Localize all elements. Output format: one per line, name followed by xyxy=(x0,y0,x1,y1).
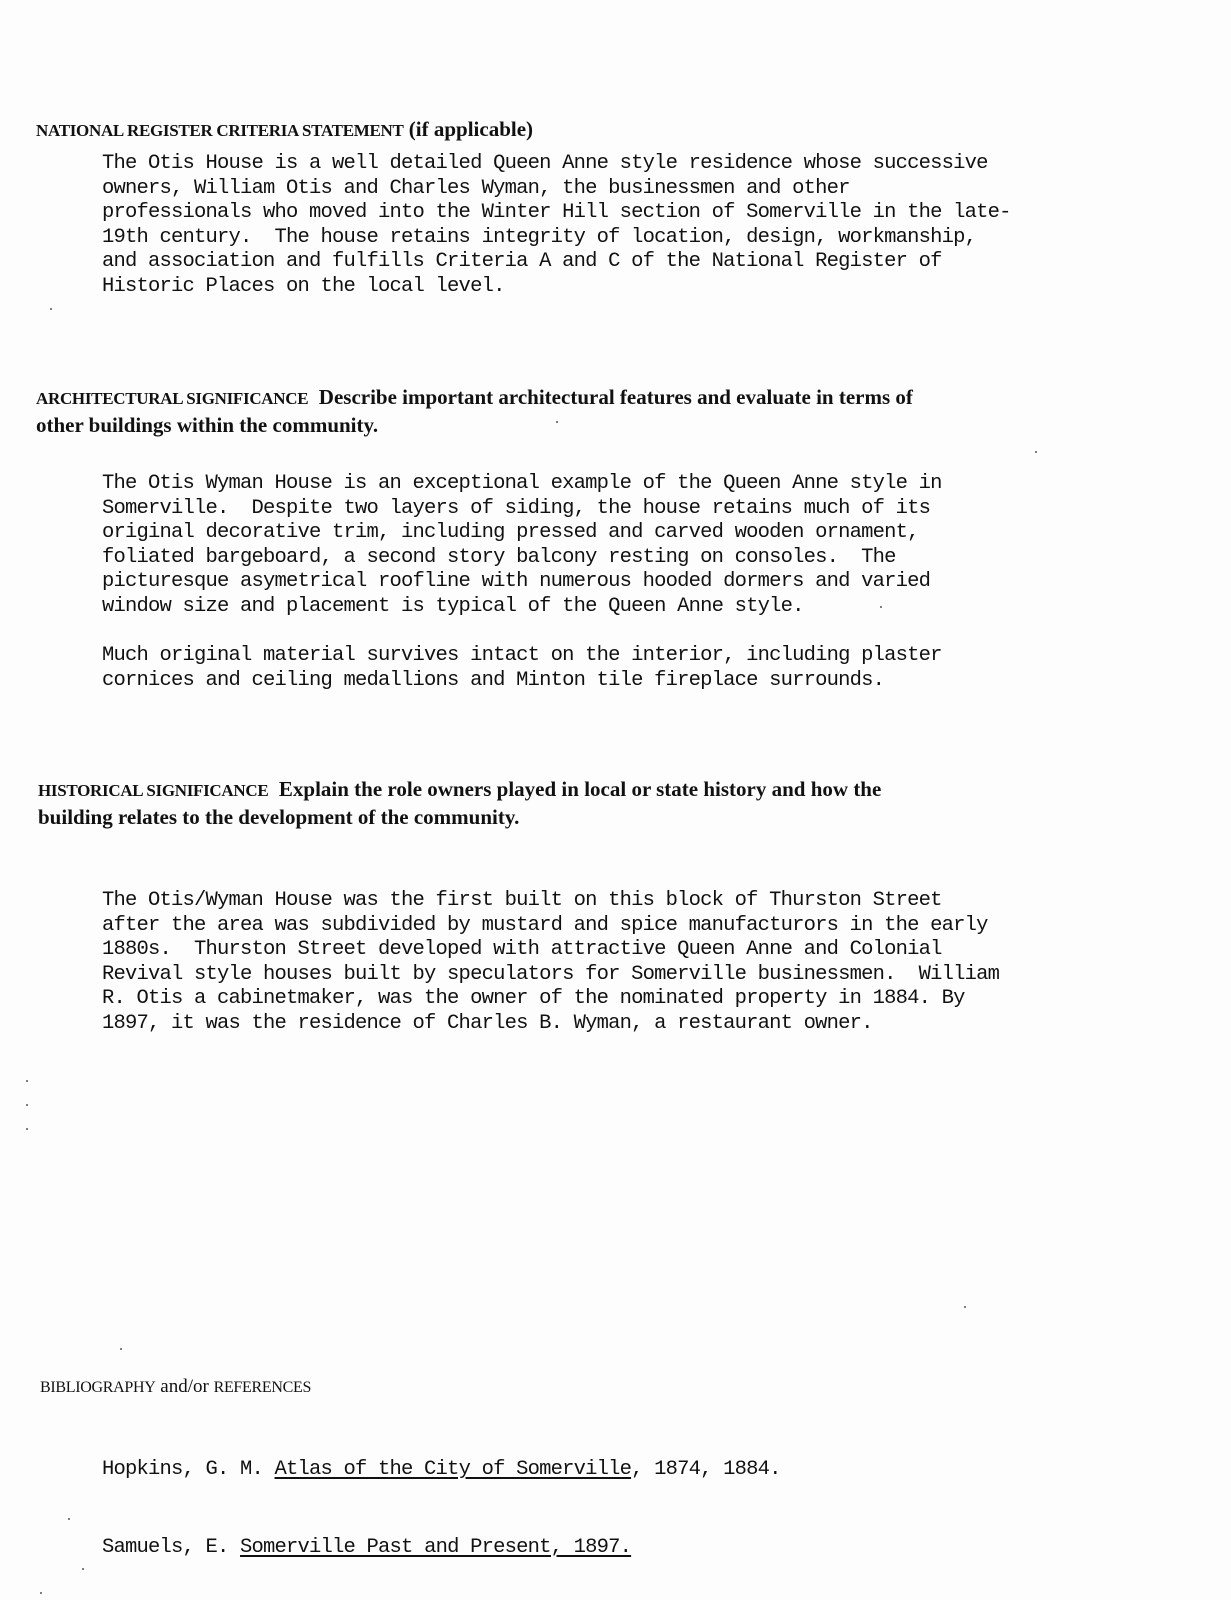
national-register-paragraph xyxy=(102,152,1011,300)
paragraph-line: and association and fulfills Criteria A and C of the National Register of xyxy=(102,250,942,274)
architectural-paragraph-1 xyxy=(102,472,942,620)
paragraph-line: cornices and ceiling medallions and Minton tile fireplace surrounds. xyxy=(102,668,885,692)
architectural-heading xyxy=(36,384,913,439)
references-heading-caps: REFERENCES xyxy=(213,1379,312,1396)
architectural-paragraph-2 xyxy=(102,644,942,693)
scan-speck xyxy=(82,1568,84,1570)
paragraph-line: The Otis/Wyman House was the first built on this block of Thurston Street xyxy=(102,889,942,912)
reference-author: Hopkins, G. M. xyxy=(102,1458,275,1481)
bibliography-heading-caps: BIBLIOGRAPHY xyxy=(40,1379,156,1396)
scan-speck xyxy=(26,1104,28,1106)
scan-speck xyxy=(26,1128,28,1130)
paragraph-line: after the area was subdivided by mustard and spice manufacturors in the early xyxy=(102,913,988,937)
historical-heading xyxy=(38,776,881,831)
architectural-heading-rest: Describe important architectural features and evaluate in terms of xyxy=(308,385,913,409)
paragraph-line: Somerville. Despite two layers of siding, the house retains much of its xyxy=(102,496,931,520)
historical-heading-rest: Explain the role owners played in local or state history and how the xyxy=(268,777,882,801)
reference-title: Somerville Past and Present, 1897. xyxy=(240,1536,632,1559)
scan-speck xyxy=(964,1306,966,1308)
paragraph-line: window size and placement is typical of the Queen Anne style. xyxy=(102,594,804,618)
scan-speck xyxy=(50,308,52,310)
bibliography-heading xyxy=(40,1375,311,1400)
historical-heading-line2: building relates to the development of the community. xyxy=(38,805,520,829)
scan-speck xyxy=(26,1080,28,1082)
paragraph-line: owners, William Otis and Charles Wyman, the businessmen and other xyxy=(102,176,850,200)
architectural-heading-line2: other buildings within the community. xyxy=(36,413,379,437)
historical-heading-caps: HISTORICAL SIGNIFICANCE xyxy=(38,781,269,800)
scan-speck xyxy=(68,1518,70,1520)
scan-speck xyxy=(40,1592,42,1594)
reference-list xyxy=(102,1405,781,1613)
scan-speck xyxy=(880,606,882,608)
historical-paragraph xyxy=(102,889,999,1037)
paragraph-line: original decorative trim, including pressed and carved wooden ornament, xyxy=(102,521,919,545)
bibliography-heading-mid: and/or xyxy=(155,1376,214,1397)
scan-speck xyxy=(120,1348,122,1350)
paragraph-line: Revival style houses built by speculators for Somerville businessmen. William xyxy=(102,962,1000,986)
reference-rest: , 1874, 1884. xyxy=(631,1458,781,1481)
paragraph-line: professionals who moved into the Winter Hill section of Somerville in the late- xyxy=(102,201,1011,225)
paragraph-line: The Otis Wyman House is an exceptional example of the Queen Anne style in xyxy=(102,472,942,495)
paragraph-line: 19th century. The house retains integrity of location, design, workmanship, xyxy=(102,225,977,249)
reference-title: Atlas of the City of Somerville xyxy=(274,1458,632,1481)
national-register-heading-caps: NATIONAL REGISTER CRITERIA STATEMENT xyxy=(36,121,404,140)
national-register-heading xyxy=(36,116,533,144)
reference-item xyxy=(102,1457,781,1483)
reference-item xyxy=(102,1535,781,1561)
paragraph-line: 1880s. Thurston Street developed with attractive Queen Anne and Colonial xyxy=(102,938,942,962)
reference-author: Samuels, E. xyxy=(102,1536,241,1559)
paragraph-line: foliated bargeboard, a second story balcony resting on consoles. The xyxy=(102,545,896,569)
paragraph-line: The Otis House is a well detailed Queen Anne style residence whose successive xyxy=(102,152,988,175)
paragraph-line: R. Otis a cabinetmaker, was the owner of the nominated property in 1884. By xyxy=(102,987,965,1011)
paragraph-line: picturesque asymetrical roofline with numerous hooded dormers and varied xyxy=(102,570,931,594)
architectural-heading-caps: ARCHITECTURAL SIGNIFICANCE xyxy=(36,389,309,408)
scan-speck xyxy=(1035,451,1037,453)
paragraph-line: Historic Places on the local level. xyxy=(102,274,505,298)
paragraph-line: 1897, it was the residence of Charles B. Wyman, a restaurant owner. xyxy=(102,1011,873,1035)
national-register-heading-rest: (if applicable) xyxy=(403,117,534,141)
paragraph-line: Much original material survives intact on the interior, including plaster xyxy=(102,644,942,667)
scan-speck xyxy=(556,421,558,423)
